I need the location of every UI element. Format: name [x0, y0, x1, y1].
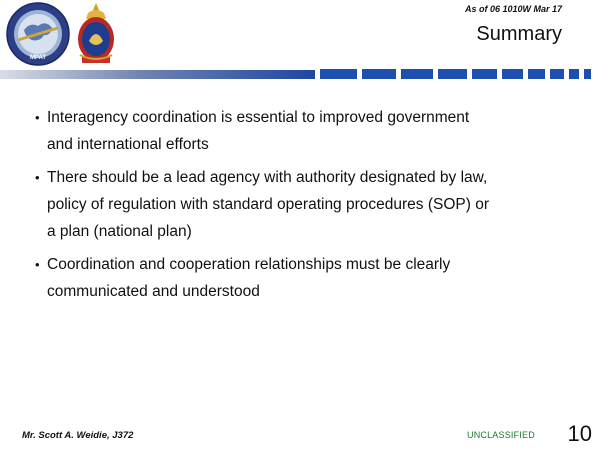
header-stripe-segment: [528, 69, 545, 79]
bullet-line: There should be a lead agency with authority designated by law,: [47, 169, 488, 186]
bullet-line: communicated and understood: [47, 283, 260, 300]
presenter-name: Mr. Scott A. Weidie, J372: [22, 430, 134, 441]
bullet-item: [32, 104, 572, 158]
header-stripe-segment: [584, 69, 591, 79]
header-stripe-segment: [502, 69, 523, 79]
header-stripe-segment: [362, 69, 396, 79]
header-stripe-segment: [472, 69, 497, 79]
header-stripe-segment: [550, 69, 564, 79]
svg-text:MPAT: MPAT: [29, 55, 47, 61]
bullet-dot: •: [35, 170, 40, 185]
header-stripe-segment: [401, 69, 433, 79]
royal-seal-icon: [74, 1, 118, 65]
bullet-dot: •: [35, 257, 40, 272]
header-stripe-gradient: [0, 70, 315, 79]
bullet-item: [32, 251, 572, 305]
header-stripe-segment: [320, 69, 357, 79]
bullet-line: and international efforts: [47, 136, 209, 153]
date-stamp: As of 06 1010W Mar 17: [464, 4, 562, 14]
bullet-line: Interagency coordination is essential to improved government: [47, 109, 470, 126]
classification-label: UNCLASSIFIED: [467, 430, 535, 440]
mpat-logo-icon: [6, 2, 70, 66]
bullet-item: [32, 164, 572, 245]
bullet-line: a plan (national plan): [47, 223, 192, 240]
header-stripe-segment: [569, 69, 579, 79]
header-stripe-segment: [438, 69, 467, 79]
bullet-line: policy of regulation with standard operating procedures (SOP) or: [47, 196, 489, 213]
bullet-list: [32, 104, 572, 311]
bullet-line: Coordination and cooperation relationships must be clearly: [47, 256, 451, 273]
header-stripe: [0, 66, 600, 79]
page-title: Summary: [476, 23, 562, 45]
page-number: 10: [567, 421, 592, 446]
bullet-dot: •: [35, 110, 40, 125]
